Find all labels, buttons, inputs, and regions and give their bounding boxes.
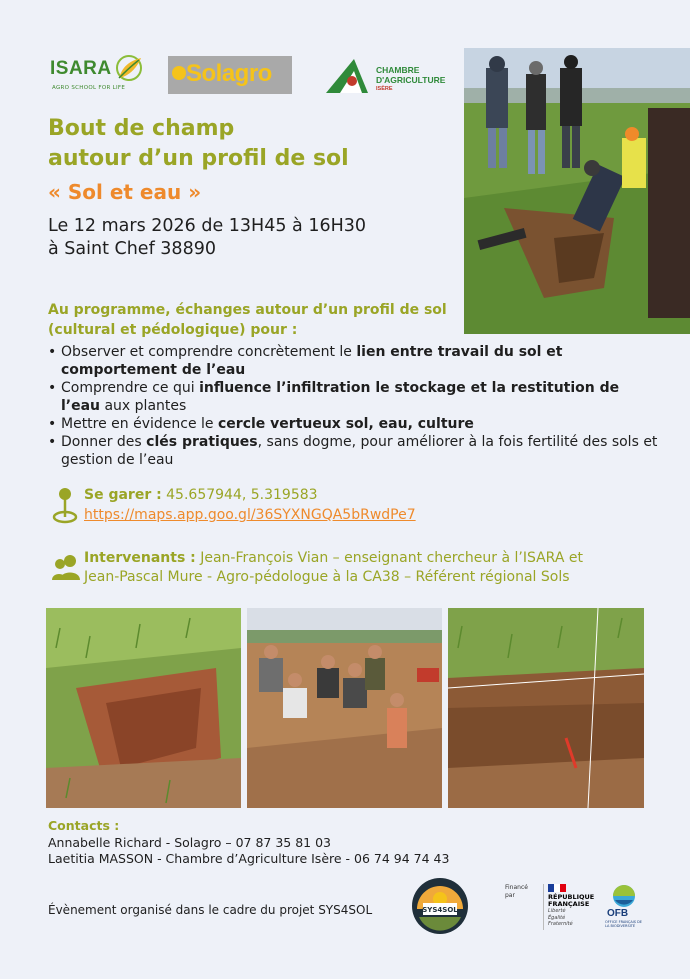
photo-soil-pit <box>46 608 241 808</box>
ofb-name: OFB <box>607 908 629 919</box>
photo-soil-profile <box>448 608 644 808</box>
contacts-heading: Contacts : <box>48 818 120 833</box>
solagro-logo-name: Solagro <box>186 60 272 87</box>
isara-logo-tagline: AGRO SCHOOL FOR LIFE <box>52 85 126 91</box>
program-list <box>48 343 658 469</box>
chambre-line2: D'AGRICULTURE <box>376 75 446 85</box>
contact-1: Annabelle Richard - Solagro – 07 87 35 81 03 <box>48 835 331 850</box>
speakers-info <box>84 549 644 587</box>
hero-photo <box>464 48 690 334</box>
french-flag-icon <box>548 884 566 892</box>
map-pin-icon <box>52 487 78 525</box>
chambre-logo-icon <box>324 57 370 95</box>
solagro-logo <box>168 56 292 94</box>
parking-info <box>84 487 318 503</box>
maps-link[interactable]: https://maps.app.goo.gl/36SYXNGQA5bRwdPe7 <box>84 507 416 523</box>
event-place: à Saint Chef 38890 <box>48 239 216 259</box>
ofb-logo <box>605 884 643 930</box>
page-title <box>48 114 349 174</box>
chambre-agriculture-logo <box>324 55 454 97</box>
chambre-line1: CHAMBRE <box>376 65 420 75</box>
rf-motto1: Liberté <box>548 908 566 914</box>
leaf-icon <box>113 54 143 82</box>
rf-motto3: Fraternité <box>548 921 573 927</box>
contact-2: Laetitia MASSON - Chambre d’Agriculture Isère - 06 74 94 74 43 <box>48 851 450 866</box>
republique-francaise-logo <box>543 884 601 930</box>
program-item-4: • Donner des clés pratiques, sans dogme, pour améliorer à la fois fertilité des sols et gestion de l’eau <box>48 433 658 469</box>
people-icon <box>52 554 80 580</box>
sys4sol-text: SYS4SOL <box>422 906 458 914</box>
speaker-1: Jean-François Vian – enseignant chercheur à l’ISARA et <box>195 550 583 566</box>
event-date-place <box>48 215 366 261</box>
ofb-globe-icon <box>605 884 643 908</box>
program-item-1: • Observer et comprendre concrètement le lien entre travail du sol et comportement de l’eau <box>48 343 658 379</box>
rf-motto2: Égalité <box>548 914 566 921</box>
program-intro: Au programme, échanges autour d’un profil de sol (cultural et pédologique) pour : <box>48 302 447 338</box>
program-item-2: • Comprendre ce qui influence l’infiltration le stockage et la restitution de l’eau aux plantes <box>48 379 658 415</box>
sun-icon <box>172 66 186 80</box>
financed-by: Financé par <box>505 884 528 899</box>
speaker-2: Jean-Pascal Mure - Agro-pédologue à la CA38 – Référent régional Sols <box>84 569 570 585</box>
isara-logo <box>50 54 150 98</box>
page-subtitle: « Sol et eau » <box>48 180 202 204</box>
sys4sol-logo <box>411 877 469 935</box>
title-line1: Bout de champ <box>48 116 235 141</box>
parking-coords: 45.657944, 5.319583 <box>161 487 318 503</box>
program-item-3: • Mettre en évidence le cercle vertueux sol, eau, culture <box>48 415 658 433</box>
isara-logo-name: ISARA <box>50 58 112 79</box>
photo-group-in-field <box>247 608 442 808</box>
rf-line1: RÉPUBLIQUE <box>548 893 595 901</box>
chambre-line3: ISÈRE <box>376 86 393 92</box>
speakers-label: Intervenants : <box>84 550 196 566</box>
footer-text: Évènement organisé dans le cadre du projet SYS4SOL <box>48 903 373 917</box>
title-line2: autour d’un profil de sol <box>48 146 349 171</box>
ofb-subtitle: OFFICE FRANÇAIS DE LA BIODIVERSITÉ <box>605 920 643 928</box>
parking-label: Se garer : <box>84 487 162 503</box>
rf-line2: FRANÇAISE <box>548 900 590 908</box>
event-date: Le 12 mars 2026 de 13H45 à 16H30 <box>48 216 367 236</box>
